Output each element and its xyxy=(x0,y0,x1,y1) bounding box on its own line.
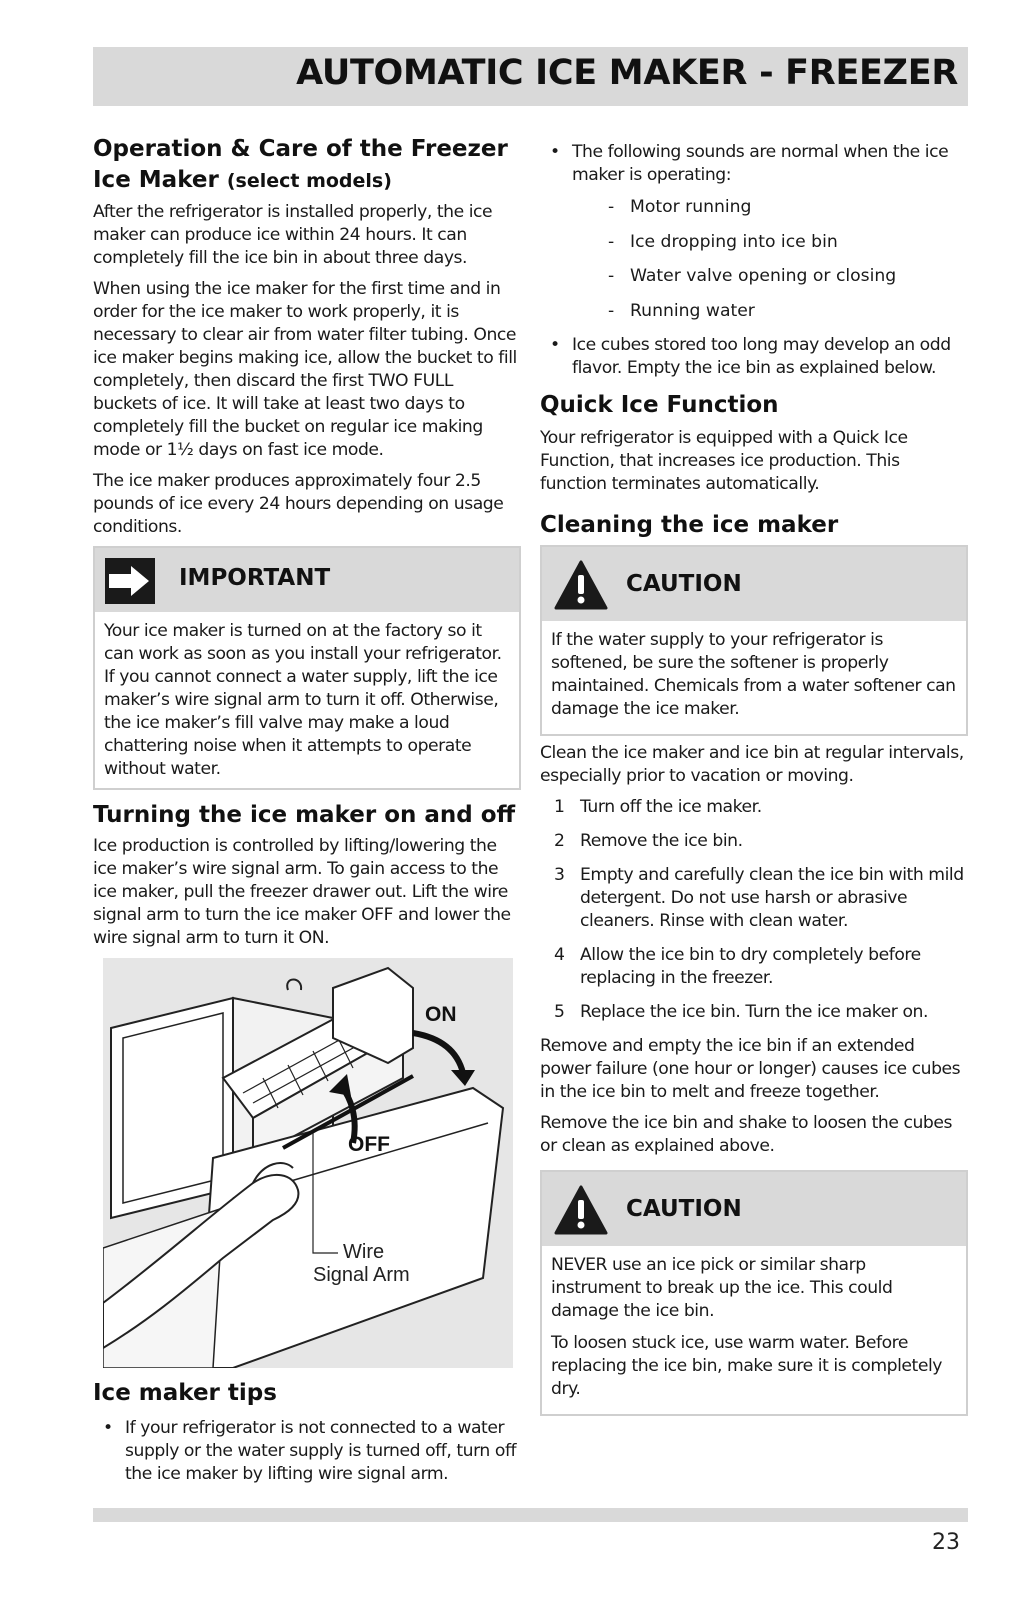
operation-paragraph-2: When using the ice maker for the first time and in order for the ice maker to work properly, it is necessary to clear air from water filter tubing. Once ice maker begins making ice, allow the bucket to fill completely, then discard the first TWO FULL buckets of ice. It will take at least two days to completely fill the bucket on regular ice making mode or 1½ days on fast ice mode. xyxy=(93,279,517,460)
caution-text-2b: To loosen stuck ice, use warm water. Before replacing the ice bin, make sure it is completely dry. xyxy=(551,1333,942,1399)
caution-box-1-header xyxy=(542,547,966,621)
page-number: 23 xyxy=(932,1530,960,1555)
cleaning-heading: Cleaning the ice maker xyxy=(540,512,839,538)
ice-maker-illustration xyxy=(103,958,513,1368)
important-body xyxy=(95,612,519,794)
cleaning-step: 2 Remove the ice bin. xyxy=(554,831,743,851)
flavor-item: • Ice cubes stored too long may develop an odd flavor. Empty the ice bin as explained below. xyxy=(550,335,951,378)
sound-item: - Ice dropping into ice bin xyxy=(608,231,838,252)
cleaning-step: 5 Replace the ice bin. Turn the ice maker on. xyxy=(554,1002,928,1022)
off-label: OFF xyxy=(348,1133,390,1156)
wire-label-line2: Signal Arm xyxy=(313,1264,410,1286)
important-box xyxy=(93,546,521,790)
operation-heading-main: Operation & Care of the Freezer Ice Maker xyxy=(93,136,508,193)
operation-heading-sub: (select models) xyxy=(226,170,392,192)
operation-paragraph-3: The ice maker produces approximately four 2.5 pounds of ice every 24 hours depending on usage conditions. xyxy=(93,471,504,537)
tips-list xyxy=(93,1417,521,1486)
cleaning-steps xyxy=(540,796,968,1024)
sounds-items xyxy=(540,196,968,323)
caution-body-2 xyxy=(542,1246,966,1414)
footer-bar xyxy=(93,1508,968,1522)
cleaning-step: 1 Turn off the ice maker. xyxy=(554,797,762,817)
page-title: AUTOMATIC ICE MAKER - FREEZER xyxy=(296,53,958,93)
caution-box-2 xyxy=(540,1170,968,1416)
quick-ice-text: Your refrigerator is equipped with a Quick Ice Function, that increases ice production. This function terminates automatically. xyxy=(540,428,908,494)
operation-paragraph-1: After the refrigerator is installed properly, the ice maker can produce ice within 24 hours. It can completely fill the ice bin in about three days. xyxy=(93,202,493,268)
tips-heading: Ice maker tips xyxy=(93,1380,277,1406)
caution-label-2: CAUTION xyxy=(626,1196,742,1222)
cleaning-after-2: Remove the ice bin and shake to loosen the cubes or clean as explained above. xyxy=(540,1113,953,1156)
arrow-right-icon xyxy=(105,558,155,604)
cleaning-step: 3 Empty and carefully clean the ice bin with mild detergent. Do not use harsh or abrasive cleaners. Rinse with clean water. xyxy=(554,865,964,931)
cleaning-after-1: Remove and empty the ice bin if an extended power failure (one hour or longer) causes ice cubes in the ice bin to melt and freeze together. xyxy=(540,1036,961,1102)
cleaning-step: 4 Allow the ice bin to dry completely before replacing in the freezer. xyxy=(554,945,921,988)
turning-text: Ice production is controlled by lifting/lowering the ice maker’s wire signal arm. To gain access to the ice maker, pull the freezer drawer out. Lift the wire signal arm to turn the ice maker OFF and lower the wire signal arm to turn it ON. xyxy=(93,836,511,948)
warning-icon xyxy=(554,560,604,606)
sound-item: - Motor running xyxy=(608,197,752,217)
important-text: Your ice maker is turned on at the factory so it can work as soon as you install your refrigerator. If you cannot connect a water supply, lift the ice maker’s wire signal arm to turn it off. Otherwise, the ice maker’s fill valve may make a loud chattering noise when it attempts to operate without water. xyxy=(104,621,502,779)
sound-item: - Running water xyxy=(608,300,755,321)
caution-label-1: CAUTION xyxy=(626,571,742,597)
caution-box-2-header xyxy=(542,1172,966,1246)
sounds-list xyxy=(540,141,968,187)
turning-heading: Turning the ice maker on and off xyxy=(93,802,516,828)
sound-item: - Water valve opening or closing xyxy=(608,266,897,286)
warning-icon xyxy=(554,1185,604,1231)
quick-ice-heading: Quick Ice Function xyxy=(540,392,779,418)
caution-box-1 xyxy=(540,545,968,736)
on-label: ON xyxy=(425,1003,457,1026)
wire-label-line1: Wire xyxy=(343,1241,385,1263)
left-column xyxy=(93,134,521,1496)
important-box-header xyxy=(95,548,519,612)
flavor-list xyxy=(540,334,968,380)
important-label: IMPORTANT xyxy=(179,565,331,591)
page-header xyxy=(93,47,968,106)
operation-heading xyxy=(93,134,521,197)
caution-body-1 xyxy=(542,621,966,734)
ice-maker-diagram xyxy=(103,958,513,1368)
caution-text-1: If the water supply to your refrigerator is softened, be sure the softener is properly maintained. Chemicals from a water softener can damage the ice maker. xyxy=(551,630,956,719)
right-column xyxy=(540,141,968,1416)
caution-text-2a: NEVER use an ice pick or similar sharp instrument to break up the ice. This could damage the ice bin. xyxy=(551,1255,893,1321)
sounds-intro: • The following sounds are normal when the ice maker is operating: xyxy=(550,142,949,185)
cleaning-intro: Clean the ice maker and ice bin at regular intervals, especially prior to vacation or moving. xyxy=(540,743,964,786)
tips-item: • If your refrigerator is not connected to a water supply or the water supply is turned off, turn off the ice maker by lifting wire signal arm. xyxy=(103,1418,517,1484)
